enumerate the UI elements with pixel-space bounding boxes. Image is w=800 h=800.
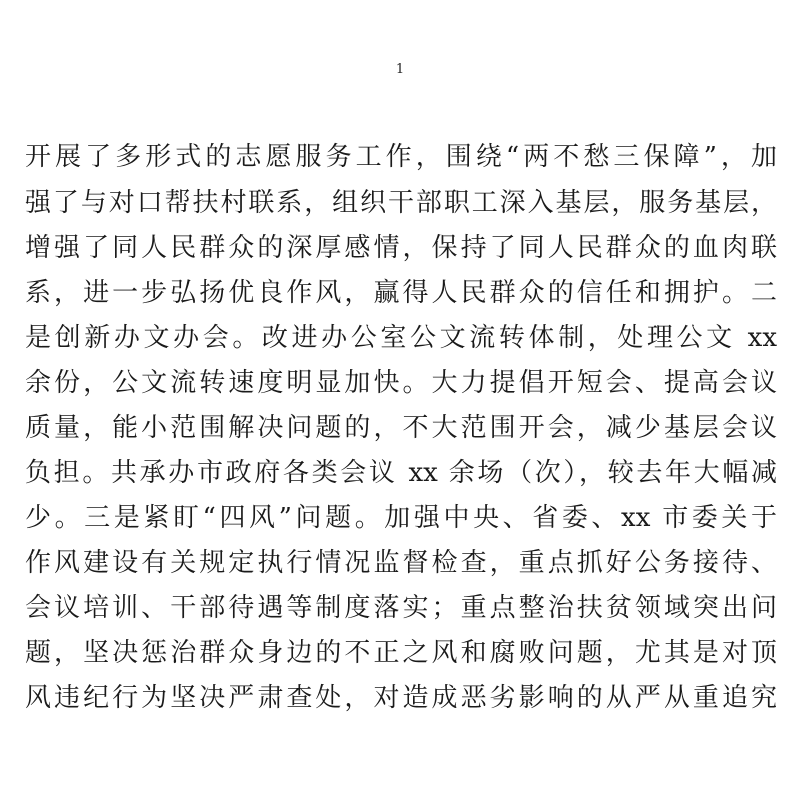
text-line: 作风建设有关规定执行情况监督检查，重点抓好公务接待、 — [25, 548, 777, 578]
text-line: 风违纪行为坚决严肃查处，对造成恶劣影响的从严从重追究 — [25, 683, 777, 713]
text-line: 强了与对口帮扶村联系，组织干部职工深入基层，服务基层， — [25, 188, 777, 218]
text-line: 负担。共承办市政府各类会议 xx 余场（次），较去年大幅减 — [25, 458, 777, 488]
text-line: 题，坚决惩治群众身边的不正之风和腐败问题，尤其是对顶 — [25, 638, 777, 668]
text-line: 质量，能小范围解决问题的，不大范围开会，减少基层会议 — [25, 413, 777, 443]
text-line: 是创新办文办会。改进办公室公文流转体制，处理公文 xx — [25, 323, 777, 353]
text-line: 余份，公文流转速度明显加快。大力提倡开短会、提高会议 — [25, 368, 777, 398]
text-line: 增强了同人民群众的深厚感情，保持了同人民群众的血肉联 — [25, 233, 777, 263]
text-line: 少。三是紧盯“四风”问题。加强中央、省委、xx 市委关于 — [25, 503, 777, 533]
text-line: 系，进一步弘扬优良作风，赢得人民群众的信任和拥护。二 — [25, 278, 777, 308]
page-number: 1 — [395, 62, 405, 77]
body-text — [25, 133, 777, 721]
text-line: 会议培训、干部待遇等制度落实；重点整治扶贫领域突出问 — [25, 593, 777, 623]
text-line: 开展了多形式的志愿服务工作，围绕“两不愁三保障”，加 — [25, 142, 777, 172]
